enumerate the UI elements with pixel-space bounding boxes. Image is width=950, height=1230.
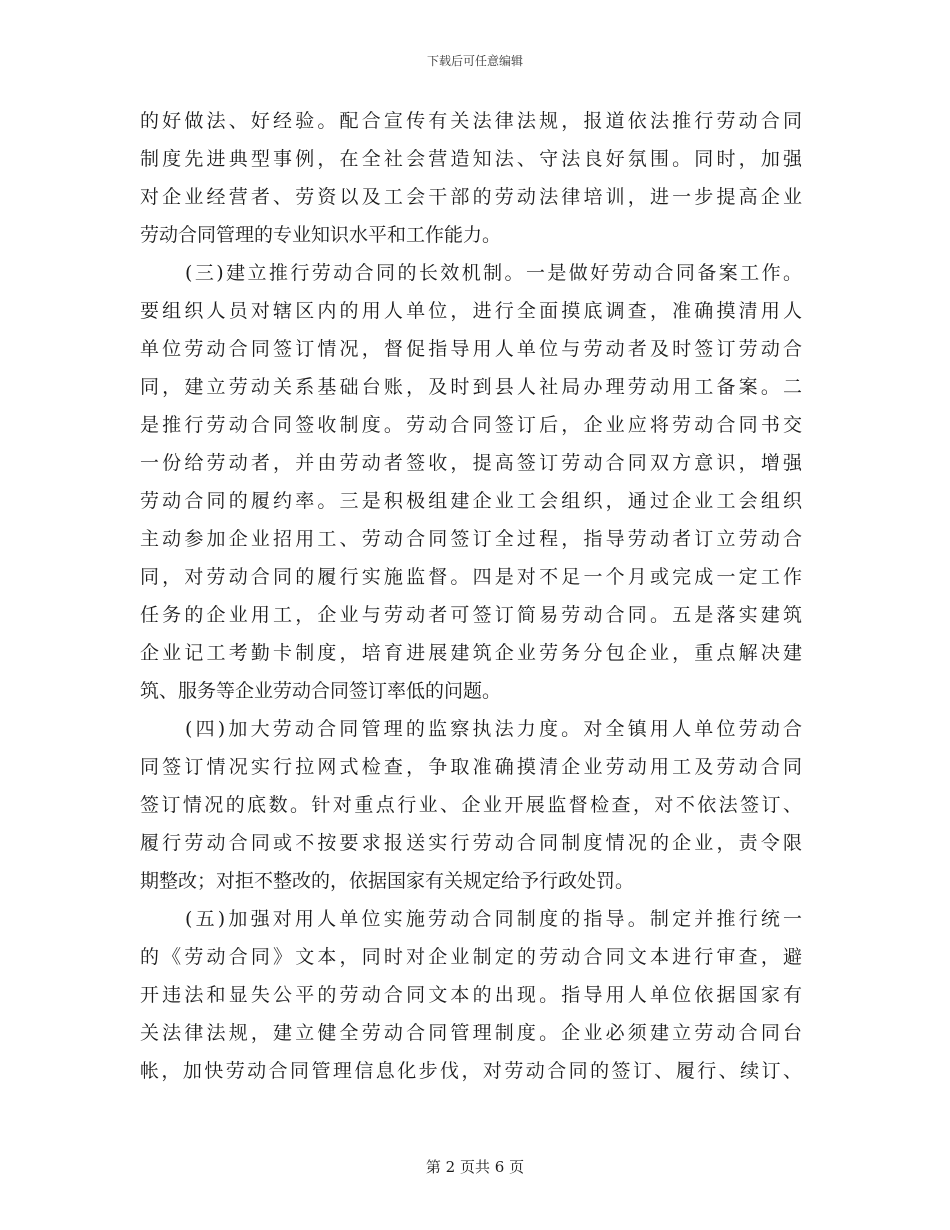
text-line: 履行劳动合同或不按要求报送实行劳动合同制度情况的企业，责令限 <box>140 832 802 854</box>
text-line: 期整改；对拒不整改的，依据国家有关规定给予行政处罚。 <box>140 870 635 892</box>
text-line: 企业记工考勤卡制度，培育进展建筑企业劳务分包企业，重点解决建 <box>140 642 802 664</box>
text-line: 签订情况的底数。针对重点行业、企业开展监督检查，对不依法签订、 <box>140 794 802 816</box>
text-line: 一份给劳动者，并由劳动者签收，提高签订劳动合同双方意识，增强 <box>140 452 802 474</box>
text-line: 关法律法规，建立健全劳动合同管理制度。企业必须建立劳动合同台 <box>140 1022 802 1044</box>
text-line: 同，建立劳动关系基础台账，及时到县人社局办理劳动用工备案。二 <box>140 376 802 398</box>
text-line: 任务的企业用工，企业与劳动者可签订简易劳动合同。五是落实建筑 <box>140 604 802 626</box>
text-line: 主动参加企业招用工、劳动合同签订全过程，指导劳动者订立劳动合 <box>140 528 802 550</box>
text-line: 对企业经营者、劳资以及工会干部的劳动法律培训，进一步提高企业 <box>140 186 802 208</box>
text-line: 同签订情况实行拉网式检查，争取准确摸清企业劳动用工及劳动合同 <box>140 756 802 778</box>
text-line: 劳动合同管理的专业知识水平和工作能力。 <box>140 224 502 246</box>
text-line: 单位劳动合同签订情况，督促指导用人单位与劳动者及时签订劳动合 <box>140 338 802 360</box>
text-line: 要组织人员对辖区内的用人单位，进行全面摸底调查，准确摸清用人 <box>140 300 802 322</box>
text-line: 帐，加快劳动合同管理信息化步伐，对劳动合同的签订、履行、续订、 <box>140 1060 802 1082</box>
text-line: 的好做法、好经验。配合宣传有关法律法规，报道依法推行劳动合同 <box>140 110 802 132</box>
paragraph-start-line: (五)加强对用人单位实施劳动合同制度的指导。制定并推行统一 <box>185 908 802 930</box>
page-number: 第 2 页共 6 页 <box>425 1158 525 1176</box>
text-line: 制度先进典型事例，在全社会营造知法、守法良好氛围。同时，加强 <box>140 148 802 170</box>
text-line: 同，对劳动合同的履行实施监督。四是对不足一个月或完成一定工作 <box>140 566 802 588</box>
page-header: 下载后可任意编辑 <box>426 54 523 68</box>
text-line: 是推行劳动合同签收制度。劳动合同签订后，企业应将劳动合同书交 <box>140 414 802 436</box>
text-line: 的《劳动合同》文本，同时对企业制定的劳动合同文本进行审查，避 <box>140 946 802 968</box>
text-line: 开违法和显失公平的劳动合同文本的出现。指导用人单位依据国家有 <box>140 984 802 1006</box>
text-line: 筑、服务等企业劳动合同签订率低的问题。 <box>140 680 502 702</box>
text-line: 劳动合同的履约率。三是积极组建企业工会组织，通过企业工会组织 <box>140 490 802 512</box>
paragraph-start-line: (三)建立推行劳动合同的长效机制。一是做好劳动合同备案工作。 <box>185 262 802 284</box>
document-body <box>140 102 802 1090</box>
paragraph-start-line: (四)加大劳动合同管理的监察执法力度。对全镇用人单位劳动合 <box>185 718 802 740</box>
